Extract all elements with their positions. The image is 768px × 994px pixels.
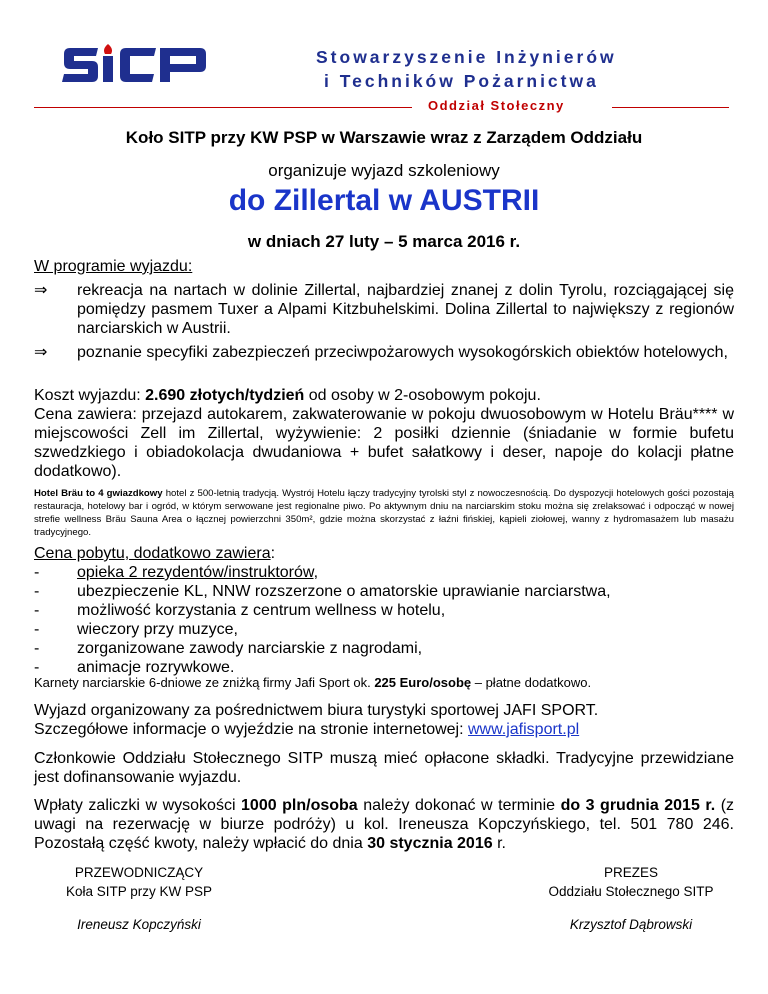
list-item-text: możliwość korzystania z centrum wellness w hotelu, [77, 602, 446, 619]
list-dash: - [34, 659, 40, 676]
cost-prefix: Koszt wyjazdu: [34, 387, 146, 404]
list-item [34, 601, 734, 620]
payment-text: r. [492, 835, 506, 852]
agency-line2: Szczegółowe informacje o wyjeździe na stronie internetowej: [34, 721, 468, 738]
hotel-description [34, 487, 734, 539]
signature-role: PRZEWODNICZĄCY [74, 865, 204, 880]
ski-pass-suffix: – płatne dodatkowo. [471, 675, 592, 690]
final-deadline: 30 stycznia 2016 [367, 835, 493, 852]
ski-pass-prefix: Karnety narciarskie 6-dniowe ze zniżką firmy Jafi Sport ok. [34, 675, 375, 690]
signature-right [516, 863, 746, 934]
header-rule-left [34, 107, 412, 108]
extras-heading-colon: : [270, 545, 276, 562]
extras-heading-text: Cena pobytu, dodatkowo zawiera [34, 545, 271, 562]
extras-heading [34, 544, 734, 563]
extras-list [34, 563, 734, 677]
payment-text: Wpłaty zaliczki w wysokości [34, 797, 242, 814]
payment-text: (z uwagi na rezerwację w biurze podróży) u kol. Ireneusza Kopczyńskiego, tel. 501 780 246. Pozostałą część kwoty, należy wpłacić do dnia [34, 797, 735, 852]
program-heading: W programie wyjazdu: [34, 258, 193, 275]
list-item [34, 620, 734, 639]
cost-suffix: od osoby w 2-osobowym pokoju. [304, 387, 541, 404]
list-item [34, 563, 734, 582]
ski-pass-note [34, 675, 591, 690]
organization-name-line2: i Techników Pożarnictwa [324, 71, 599, 91]
agency-line1: Wyjazd organizowany za pośrednictwem biura turystyki sportowej JAFI SPORT. [34, 702, 599, 719]
list-dash: - [34, 583, 40, 600]
list-item-text: opieka 2 rezydentów/instruktorów, [77, 564, 319, 581]
payment-info [34, 796, 734, 853]
agency-info [34, 701, 734, 739]
signature-unit: Oddziału Stołecznego SITP [548, 884, 714, 899]
signature-left [24, 863, 254, 934]
organizer-heading: Koło SITP przy KW PSP w Warszawie wraz z Zarządem Oddziału [125, 128, 643, 147]
signature-name: Krzysztof Dąbrowski [569, 917, 693, 932]
hotel-description-bold: Hotel Bräu to 4 gwiazdkowy [34, 488, 163, 499]
list-dash: - [34, 640, 40, 657]
program-item-text: poznanie specyfiki zabezpieczeń przeciwpożarowych wysokogórskich obiektów hotelowych, [77, 344, 728, 361]
branch-name: Oddział Stołeczny [428, 98, 565, 113]
deposit-amount: 1000 pln/osoba [241, 797, 358, 814]
trip-intro: organizuje wyjazd szkoleniowy [268, 161, 500, 180]
list-item-text: animacje rozrywkowe. [77, 659, 235, 676]
list-item [34, 639, 734, 658]
signature-unit: Koła SITP przy KW PSP [65, 884, 213, 899]
list-dash: - [34, 621, 40, 638]
arrow-right-icon: ⇒ [34, 344, 48, 361]
ski-pass-price: 225 Euro/osobę [374, 675, 472, 690]
hotel-description-text: hotel z 500-letnią tradycją. Wystrój Hotelu łączy tradycyjny tyrolski styl z nowoczesnością. Do dyspozycji hotelowych gości pozostają restauracja, hotelowy bar i ogród, w którym serwowane jest regionalne piwo. Po aktywnym dniu na narciarskim stoku można się zrelaksować i odpocząć w nowej strefie wellness Bräu Sauna Area o łącznej powierzchni 350m², gdzie można skorzystać z łaźni fińskiej, kąpieli ziołowej, wanny z hydromasażem lub masażu tradycyjnego. [34, 488, 734, 538]
list-dash: - [34, 602, 40, 619]
cost-includes: Cena zawiera: przejazd autokarem, zakwaterowanie w pokoju dwuosobowym w Hotelu Bräu**** w miejscowości Zell im Zillertal, wyżywienie: 2 posiłki dziennie (śniadanie w formie bufetu szwedzkiego i obiadokolacja dwudaniowa + bufet sałatkowy i deser, napoje do kolacji płatne dodatkowo). [34, 406, 734, 480]
arrow-right-icon: ⇒ [34, 282, 48, 299]
header-rule-right [612, 107, 729, 108]
members-info: Członkowie Oddziału Stołecznego SITP muszą mieć opłacone składki. Tradycyjne przewidziane jest dofinansowanie wyjazdu. [34, 750, 734, 786]
signature-role: PREZES [603, 865, 658, 880]
list-item [34, 582, 734, 601]
agency-website-link[interactable]: www.jafisport.pl [468, 721, 580, 738]
destination-title: do Zillertal w AUSTRII [228, 184, 540, 217]
list-item-text: wieczory przy muzyce, [77, 621, 238, 638]
list-dash: - [34, 564, 40, 581]
list-item-text: zorganizowane zawody narciarskie z nagrodami, [77, 640, 423, 657]
organization-name-line1: Stowarzyszenie Inżynierów [316, 47, 617, 67]
payment-text: należy dokonać w terminie [357, 797, 561, 814]
cost-amount: 2.690 złotych/tydzień [145, 387, 305, 404]
sitp-logo [62, 44, 208, 86]
program-item-text: rekreacja na nartach w dolinie Zillertal, najbardziej znanej z dolin Tyrolu, rozciągającej się pomiędzy pasmem Tuxer a Alpami Kitzbuhelskimi. Dolina Zillertal to największy z regionów narciarskich w Austrii. [77, 282, 734, 337]
cost-section [34, 386, 734, 481]
trip-dates: w dniach 27 luty – 5 marca 2016 r. [247, 232, 521, 251]
signature-name: Ireneusz Kopczyński [77, 917, 201, 932]
list-item-text: ubezpieczenie KL, NNW rozszerzone o amatorskie uprawianie narciarstwa, [77, 583, 611, 600]
deposit-deadline: do 3 grudnia 2015 r. [560, 797, 716, 814]
